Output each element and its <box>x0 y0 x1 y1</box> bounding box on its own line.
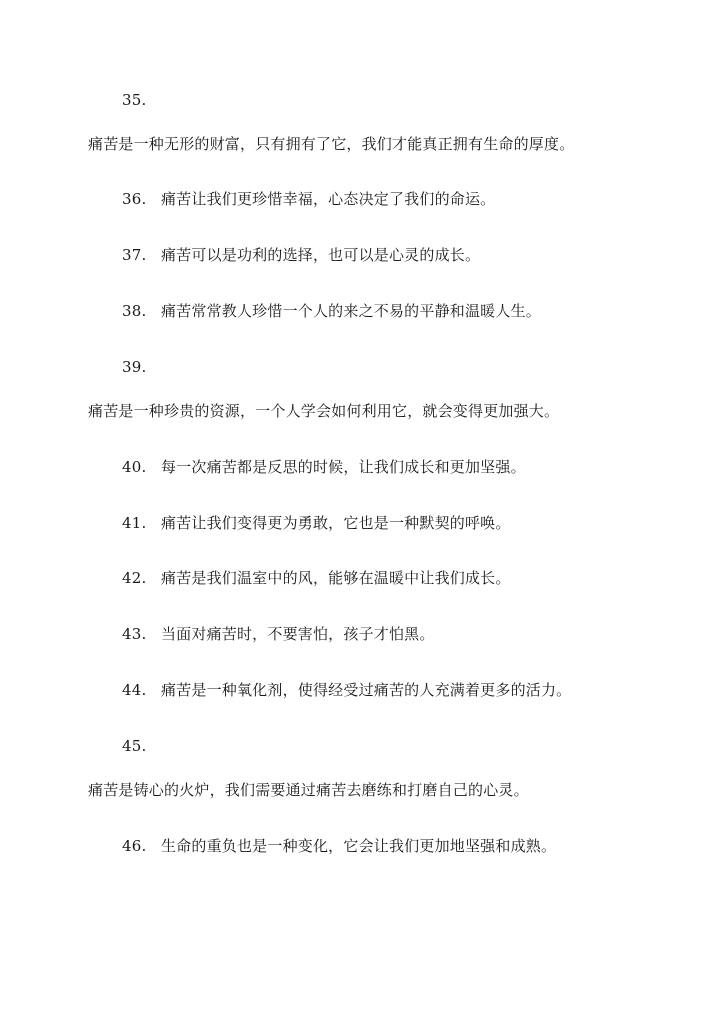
item-text: 痛苦让我们更珍惜幸福，心态决定了我们的命运。 <box>160 190 496 208</box>
item-text: 痛苦可以是功利的选择，也可以是心灵的成长。 <box>160 246 481 264</box>
item-text: 痛苦是铸心的火炉，我们需要通过痛苦去磨练和打磨自己的心灵。 <box>88 781 529 799</box>
item-number: 44. <box>122 681 147 699</box>
list-item <box>122 301 541 321</box>
item-number: 35. <box>122 91 147 109</box>
item-number: 42. <box>122 569 147 587</box>
item-number: 36. <box>122 190 147 208</box>
list-item <box>122 245 480 265</box>
item-text: 痛苦是一种氧化剂，使得经受过痛苦的人充满着更多的活力。 <box>160 681 572 699</box>
list-item <box>122 189 495 209</box>
item-text: 痛苦让我们变得更为勇敢，它也是一种默契的呼唤。 <box>160 514 511 532</box>
item-number: 43. <box>122 625 147 643</box>
item-text: 生命的重负也是一种变化，它会让我们更加地坚强和成熟。 <box>160 837 557 855</box>
list-item <box>122 836 556 856</box>
item-text: 痛苦是一种珍贵的资源，一个人学会如何利用它，就会变得更加强大。 <box>88 402 560 420</box>
list-item-number <box>122 90 146 110</box>
item-number: 39. <box>122 358 147 376</box>
list-item-number <box>122 357 146 377</box>
item-number: 40. <box>122 458 147 476</box>
item-text: 痛苦常常教人珍惜一个人的来之不易的平静和温暖人生。 <box>160 302 541 320</box>
list-item-text <box>88 134 574 154</box>
item-text: 痛苦是一种无形的财富，只有拥有了它，我们才能真正拥有生命的厚度。 <box>88 135 575 153</box>
item-text: 当面对痛苦时，不要害怕，孩子才怕黑。 <box>160 625 435 643</box>
item-text: 痛苦是我们温室中的风，能够在温暖中让我们成长。 <box>160 569 511 587</box>
list-item-text <box>88 401 559 421</box>
list-item-number <box>122 736 146 756</box>
item-number: 45. <box>122 737 147 755</box>
item-text: 每一次痛苦都是反思的时候，让我们成长和更加坚强。 <box>160 458 526 476</box>
item-number: 41. <box>122 514 147 532</box>
item-number: 37. <box>122 246 147 264</box>
item-number: 38. <box>122 302 147 320</box>
list-item <box>122 513 511 533</box>
item-number: 46. <box>122 837 147 855</box>
list-item <box>122 457 526 477</box>
list-item <box>122 568 511 588</box>
list-item <box>122 624 435 644</box>
list-item-text <box>88 780 529 800</box>
list-item <box>122 680 571 700</box>
